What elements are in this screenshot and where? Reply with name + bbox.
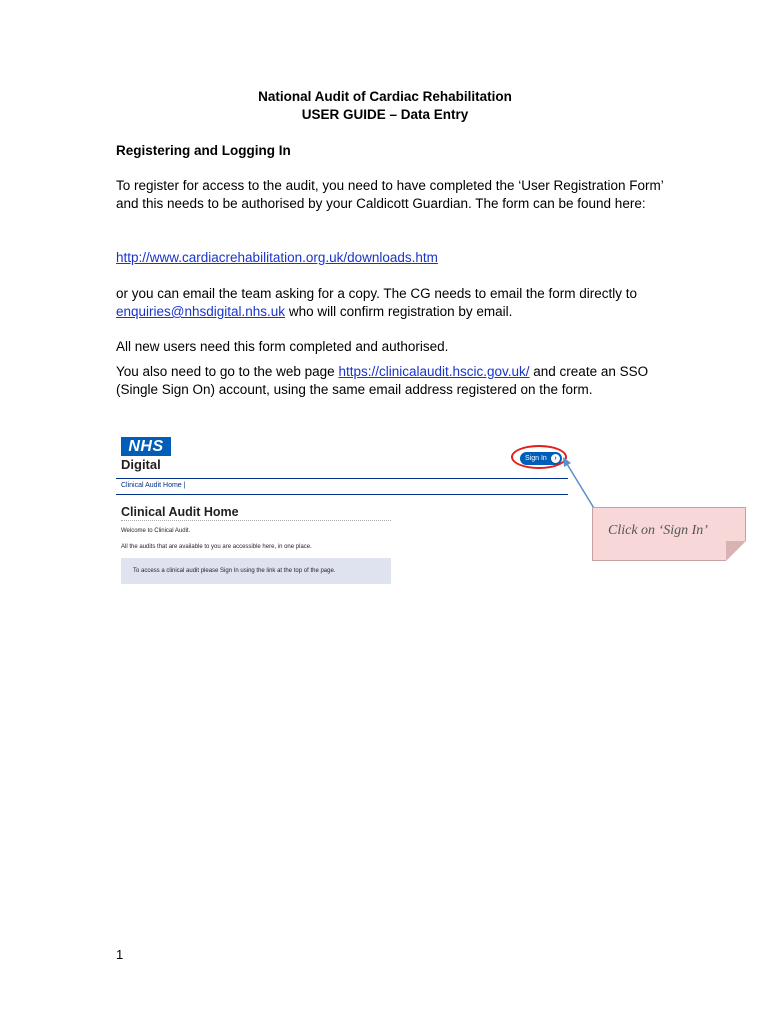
sso-text-before: You also need to go to the web page: [116, 364, 339, 379]
sign-in-info-box: To access a clinical audit please Sign In using the link at the top of the page.: [121, 558, 391, 584]
welcome-text: Welcome to Clinical Audit.: [121, 528, 191, 534]
sso-paragraph: [116, 363, 676, 399]
registration-paragraph: To register for access to the audit, you need to have completed the ‘User Registration Form’ and this needs to be authorised by your Caldicott Guardian. The form can be found here:: [116, 178, 664, 211]
sign-in-callout: [592, 507, 746, 561]
email-link[interactable]: enquiries@nhsdigital.nhs.uk: [116, 304, 286, 319]
callout-text: Click on ‘Sign In’: [608, 523, 708, 538]
sign-in-highlight-circle: [511, 445, 567, 469]
sign-in-label: Sign In: [525, 455, 547, 462]
email-text-before: or you can email the team asking for a copy. The CG needs to email the form directly to: [116, 286, 637, 301]
email-text-after: who will confirm registration by email.: [285, 304, 513, 319]
page-number: 1: [116, 947, 124, 962]
clinical-audit-screenshot: [116, 432, 576, 592]
callout-fold-corner: [726, 541, 746, 561]
nhs-digital-label: Digital: [121, 457, 161, 472]
title-underline: [121, 520, 391, 521]
breadcrumb[interactable]: Clinical Audit Home |: [121, 482, 186, 489]
section-heading: Registering and Logging In: [116, 143, 291, 158]
downloads-paragraph: [116, 249, 676, 267]
clinicalaudit-link[interactable]: https://clinicalaudit.hscic.gov.uk/: [338, 364, 530, 379]
authorisation-paragraph: All new users need this form completed and authorised.: [116, 339, 449, 354]
page-title: Clinical Audit Home: [121, 505, 239, 519]
document-subtitle: USER GUIDE – Data Entry: [301, 107, 469, 122]
breadcrumb-divider: [116, 494, 568, 495]
email-paragraph: [116, 285, 676, 321]
chevron-right-icon: ›: [551, 454, 560, 463]
document-title: National Audit of Cardiac Rehabilitation: [258, 89, 512, 104]
nhs-logo: NHS: [121, 437, 171, 456]
downloads-link[interactable]: http://www.cardiacrehabilitation.org.uk/downloads.htm: [116, 250, 438, 265]
sso-text-after: and create an SSO (Single Sign On) account, using the same email address registered on the form.: [116, 364, 649, 397]
audits-text: All the audits that are available to you are accessible here, in one place.: [121, 544, 312, 550]
header-divider: [116, 478, 568, 479]
